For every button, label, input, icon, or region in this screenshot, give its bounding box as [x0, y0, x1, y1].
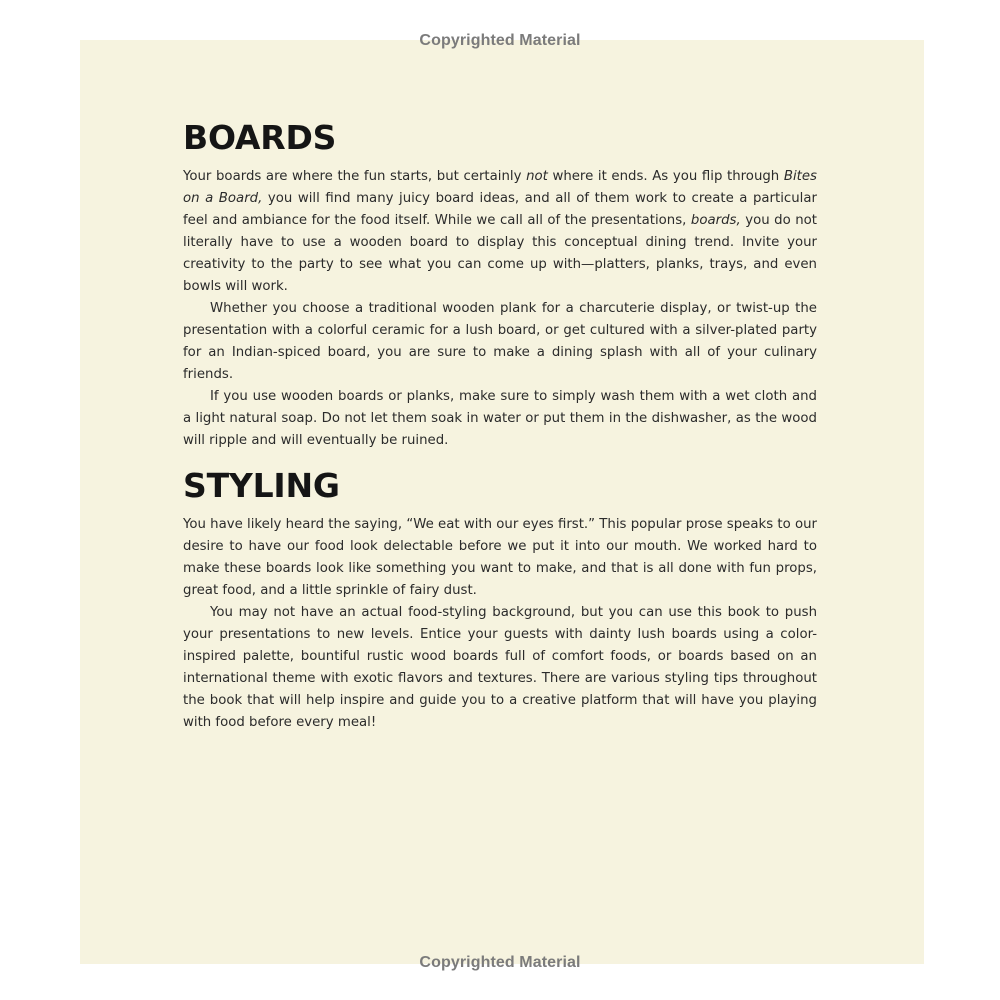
page-content: [183, 116, 817, 734]
boards-p1-emphasis-not: not: [526, 169, 548, 184]
watermark-top: Copyrighted Material: [419, 32, 581, 49]
styling-heading: STYLING: [183, 466, 340, 505]
watermark-bottom: Copyrighted Material: [419, 954, 581, 971]
boards-p1-text-a: Your boards are where the fun starts, but certainly: [183, 169, 527, 184]
boards-p1-emphasis-boards: boards,: [690, 213, 741, 228]
boards-p1-text-c: where it ends. As you flip through: [547, 169, 784, 184]
boards-p1-text-g: you do not literally have to use a wooden board to display this conceptual dining trend. Invite your creativity to the party to see what you can come up with—platters, planks, trays, and even bowls will work.: [183, 213, 818, 294]
boards-p1-text-e: you will find many juicy board ideas, and all of them work to create a particular feel and ambiance for the food itself. While we call all of the presentations,: [183, 191, 817, 228]
boards-p1-book-title: Bites on a Board,: [183, 169, 817, 206]
boards-heading: BOARDS: [183, 118, 337, 157]
boards-paragraph-2: Whether you choose a traditional wooden plank for a charcuterie display, or twist-up the presentation with a colorful ceramic for a lush board, or get cultured with a silver-plated party for an Indian-spiced board, you are sure to make a dining splash with all of your culinary friends.: [183, 301, 817, 382]
styling-paragraph-1: You have likely heard the saying, “We eat with our eyes first.” This popular prose speaks to our desire to have our food look delectable before we put it into our mouth. We worked hard to make these boards look like something you want to make, and that is all done with fun props, great food, and a little sprinkle of fairy dust.: [183, 517, 817, 598]
boards-paragraph-1: [183, 166, 817, 298]
boards-paragraph-3: If you use wooden boards or planks, make sure to simply wash them with a wet cloth and a light natural soap. Do not let them soak in water or put them in the dishwasher, as the wood will ripple and will eventually be ruined.: [183, 389, 817, 448]
styling-paragraph-2: You may not have an actual food-styling background, but you can use this book to push your presentations to new levels. Entice your guests with dainty lush boards using a color-inspired palette, bountiful rustic wood boards full of comfort foods, or boards based on an international theme with exotic flavors and textures. There are various styling tips throughout the book that will help inspire and guide you to a creative platform that will have you playing with food before every meal!: [183, 605, 817, 730]
